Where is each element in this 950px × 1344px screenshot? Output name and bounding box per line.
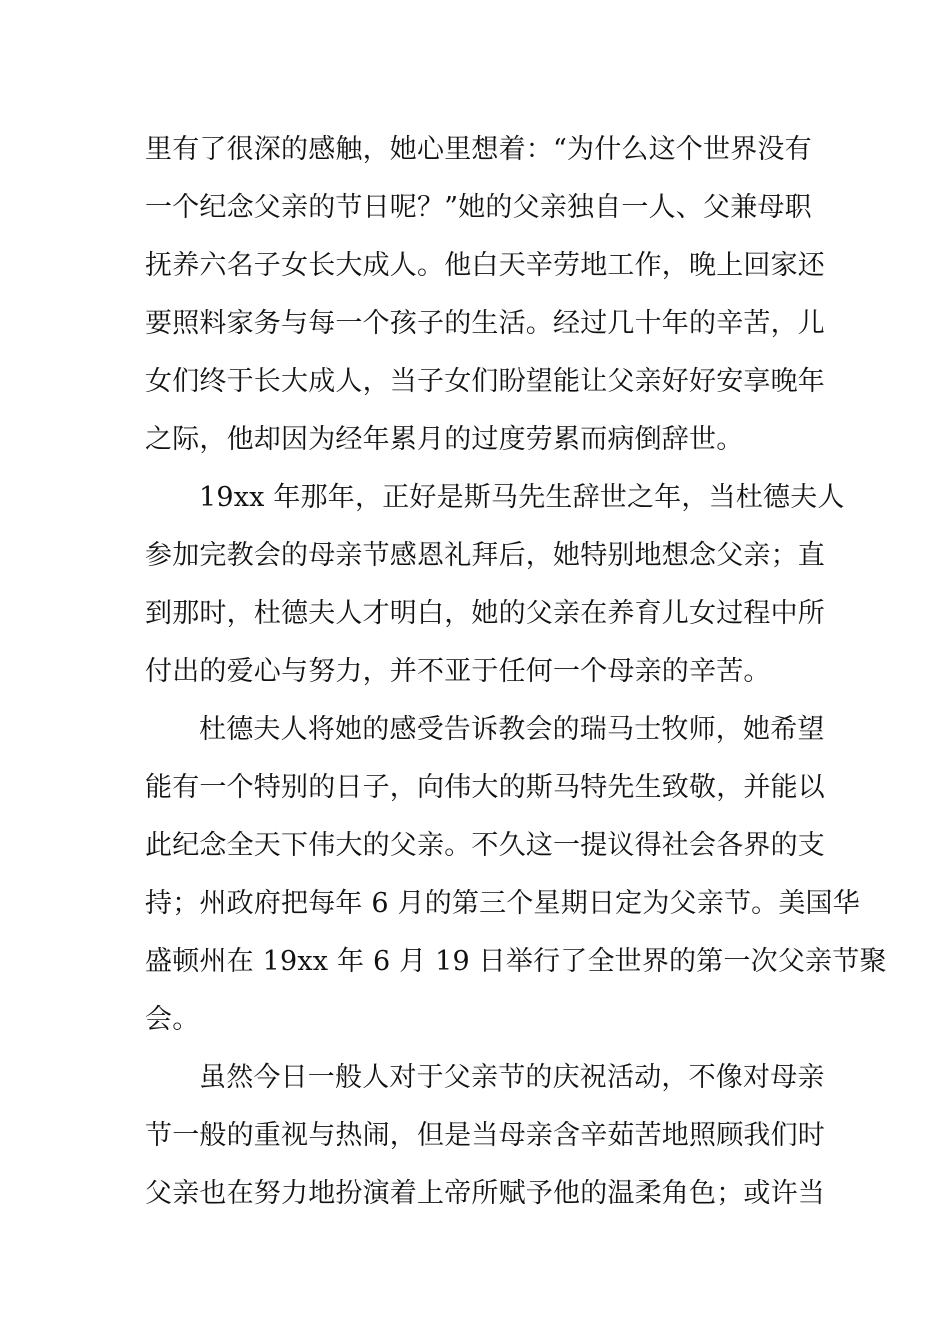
- paragraph-start-line: 虽然今日一般人对于父亲节的庆祝活动，不像对母亲: [199, 1062, 825, 1093]
- text-line: 一个纪念父亲的节日呢？”她的父亲独自一人、父兼母职: [145, 192, 812, 223]
- text-line: 之际，他却因为经年累月的过度劳累而病倒辞世。: [145, 424, 744, 455]
- text-line: 盛顿州在 19xx 年 6 月 19 日举行了全世界的第一次父亲节聚: [145, 946, 887, 977]
- paragraph-start-line: 杜德夫人将她的感受告诉教会的瑞马士牧师，她希望: [199, 714, 825, 745]
- text-line: 节一般的重视与热闹，但是当母亲含辛茹苦地照顾我们时: [145, 1120, 825, 1151]
- text-line: 要照料家务与每一个孩子的生活。经过几十年的辛苦，儿: [145, 308, 825, 339]
- text-line: 能有一个特别的日子，向伟大的斯马特先生致敬，并能以: [145, 772, 825, 803]
- text-line: 父亲也在努力地扮演着上帝所赋予他的温柔角色；或许当: [145, 1178, 825, 1209]
- text-line: 付出的爱心与努力，并不亚于任何一个母亲的辛苦。: [145, 656, 771, 687]
- text-line: 会。: [145, 1004, 200, 1035]
- text-line: 里有了很深的感触，她心里想着：“为什么这个世界没有: [145, 134, 812, 165]
- text-line: 持；州政府把每年 6 月的第三个星期日定为父亲节。美国华: [145, 888, 860, 919]
- text-line: 抚养六名子女长大成人。他白天辛劳地工作，晚上回家还: [145, 250, 825, 281]
- document-page: [145, 121, 887, 1223]
- text-line: 到那时，杜德夫人才明白，她的父亲在养育儿女过程中所: [145, 598, 825, 629]
- text-line: 此纪念全天下伟大的父亲。不久这一提议得社会各界的支: [145, 830, 825, 861]
- text-line: 女们终于长大成人，当子女们盼望能让父亲好好安享晚年: [145, 366, 825, 397]
- paragraph-start-line: 19xx 年那年，正好是斯马先生辞世之年，当杜德夫人: [199, 482, 845, 513]
- text-line: 参加完教会的母亲节感恩礼拜后，她特别地想念父亲；直: [145, 540, 825, 571]
